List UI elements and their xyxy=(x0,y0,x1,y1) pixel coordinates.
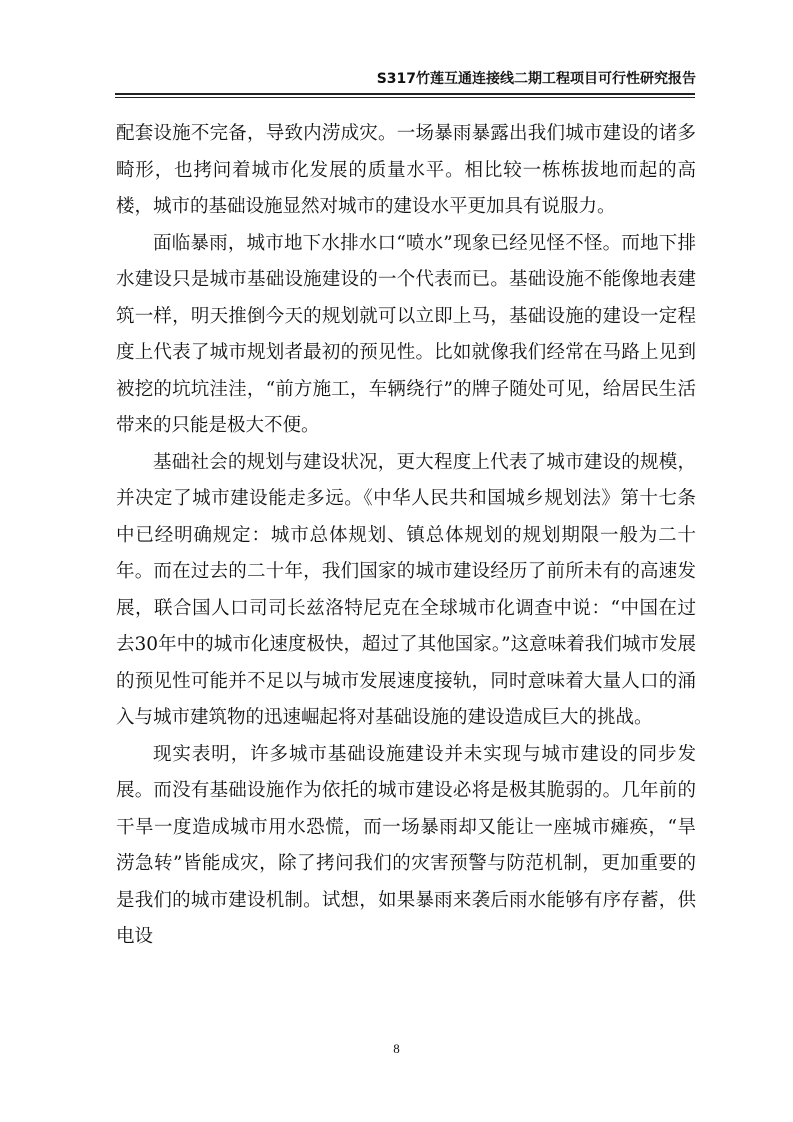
body-text xyxy=(116,116,696,956)
header-rule-thick xyxy=(115,93,695,95)
page-number: 8 xyxy=(393,1041,400,1056)
running-header-title: S317竹莲互通连接线二期工程项目可行性研究报告 xyxy=(376,71,696,87)
paragraph: 基础社会的规划与建设状况，更大程度上代表了城市建设的规模，并决定了城市建设能走多远。《中华人民共和国城乡规划法》第十七条中已经明确规定：城市总体规划、镇总体规划的规划期限一般为二十年。而在过去的二十年，我们国家的城市建设经历了前所未有的高速发展，联合国人口司司长兹洛特尼克在全球城市化调查中说：“中国在过去30年中的城市化速度极快，超过了其他国家。”这意味着我们城市发展的预见性可能并不足以与城市发展速度接轨，同时意味着大量人口的涌入与城市建筑物的迅速崛起将对基础设施的建设造成巨大的挑战。 xyxy=(116,451,696,728)
paragraph: 面临暴雨，城市地下水排水口“喷水”现象已经见怪不怪。而地下排水建设只是城市基础设施建设的一个代表而已。基础设施不能像地表建筑一样，明天推倒今天的规划就可以立即上马，基础设施的建设一定程度上代表了城市规划者最初的预见性。比如就像我们经常在马路上见到被挖的坑坑洼洼，“前方施工，车辆绕行”的牌子随处可见，给居民生活带来的只能是极大不便。 xyxy=(116,232,696,436)
paragraph-continued: 配套设施不完备，导致内涝成灾。一场暴雨暴露出我们城市建设的诸多畸形，也拷问着城市化发展的质量水平。相比较一栋栋拔地而起的高楼，城市的基础设施显然对城市的建设水平更加具有说服力。 xyxy=(116,123,696,217)
paragraph: 现实表明，许多城市基础设施建设并未实现与城市建设的同步发展。而没有基础设施作为依托的城市建设必将是极其脆弱的。几年前的干旱一度造成城市用水恐慌，而一场暴雨却又能让一座城市瘫痪，“旱涝急转”皆能成灾，除了拷问我们的灾害预警与防范机制，更加重要的是我们的城市建设机制。试想，如果暴雨来袭后雨水能够有序存蓄，供电设 xyxy=(116,743,696,947)
header-rule-thin xyxy=(115,97,695,98)
